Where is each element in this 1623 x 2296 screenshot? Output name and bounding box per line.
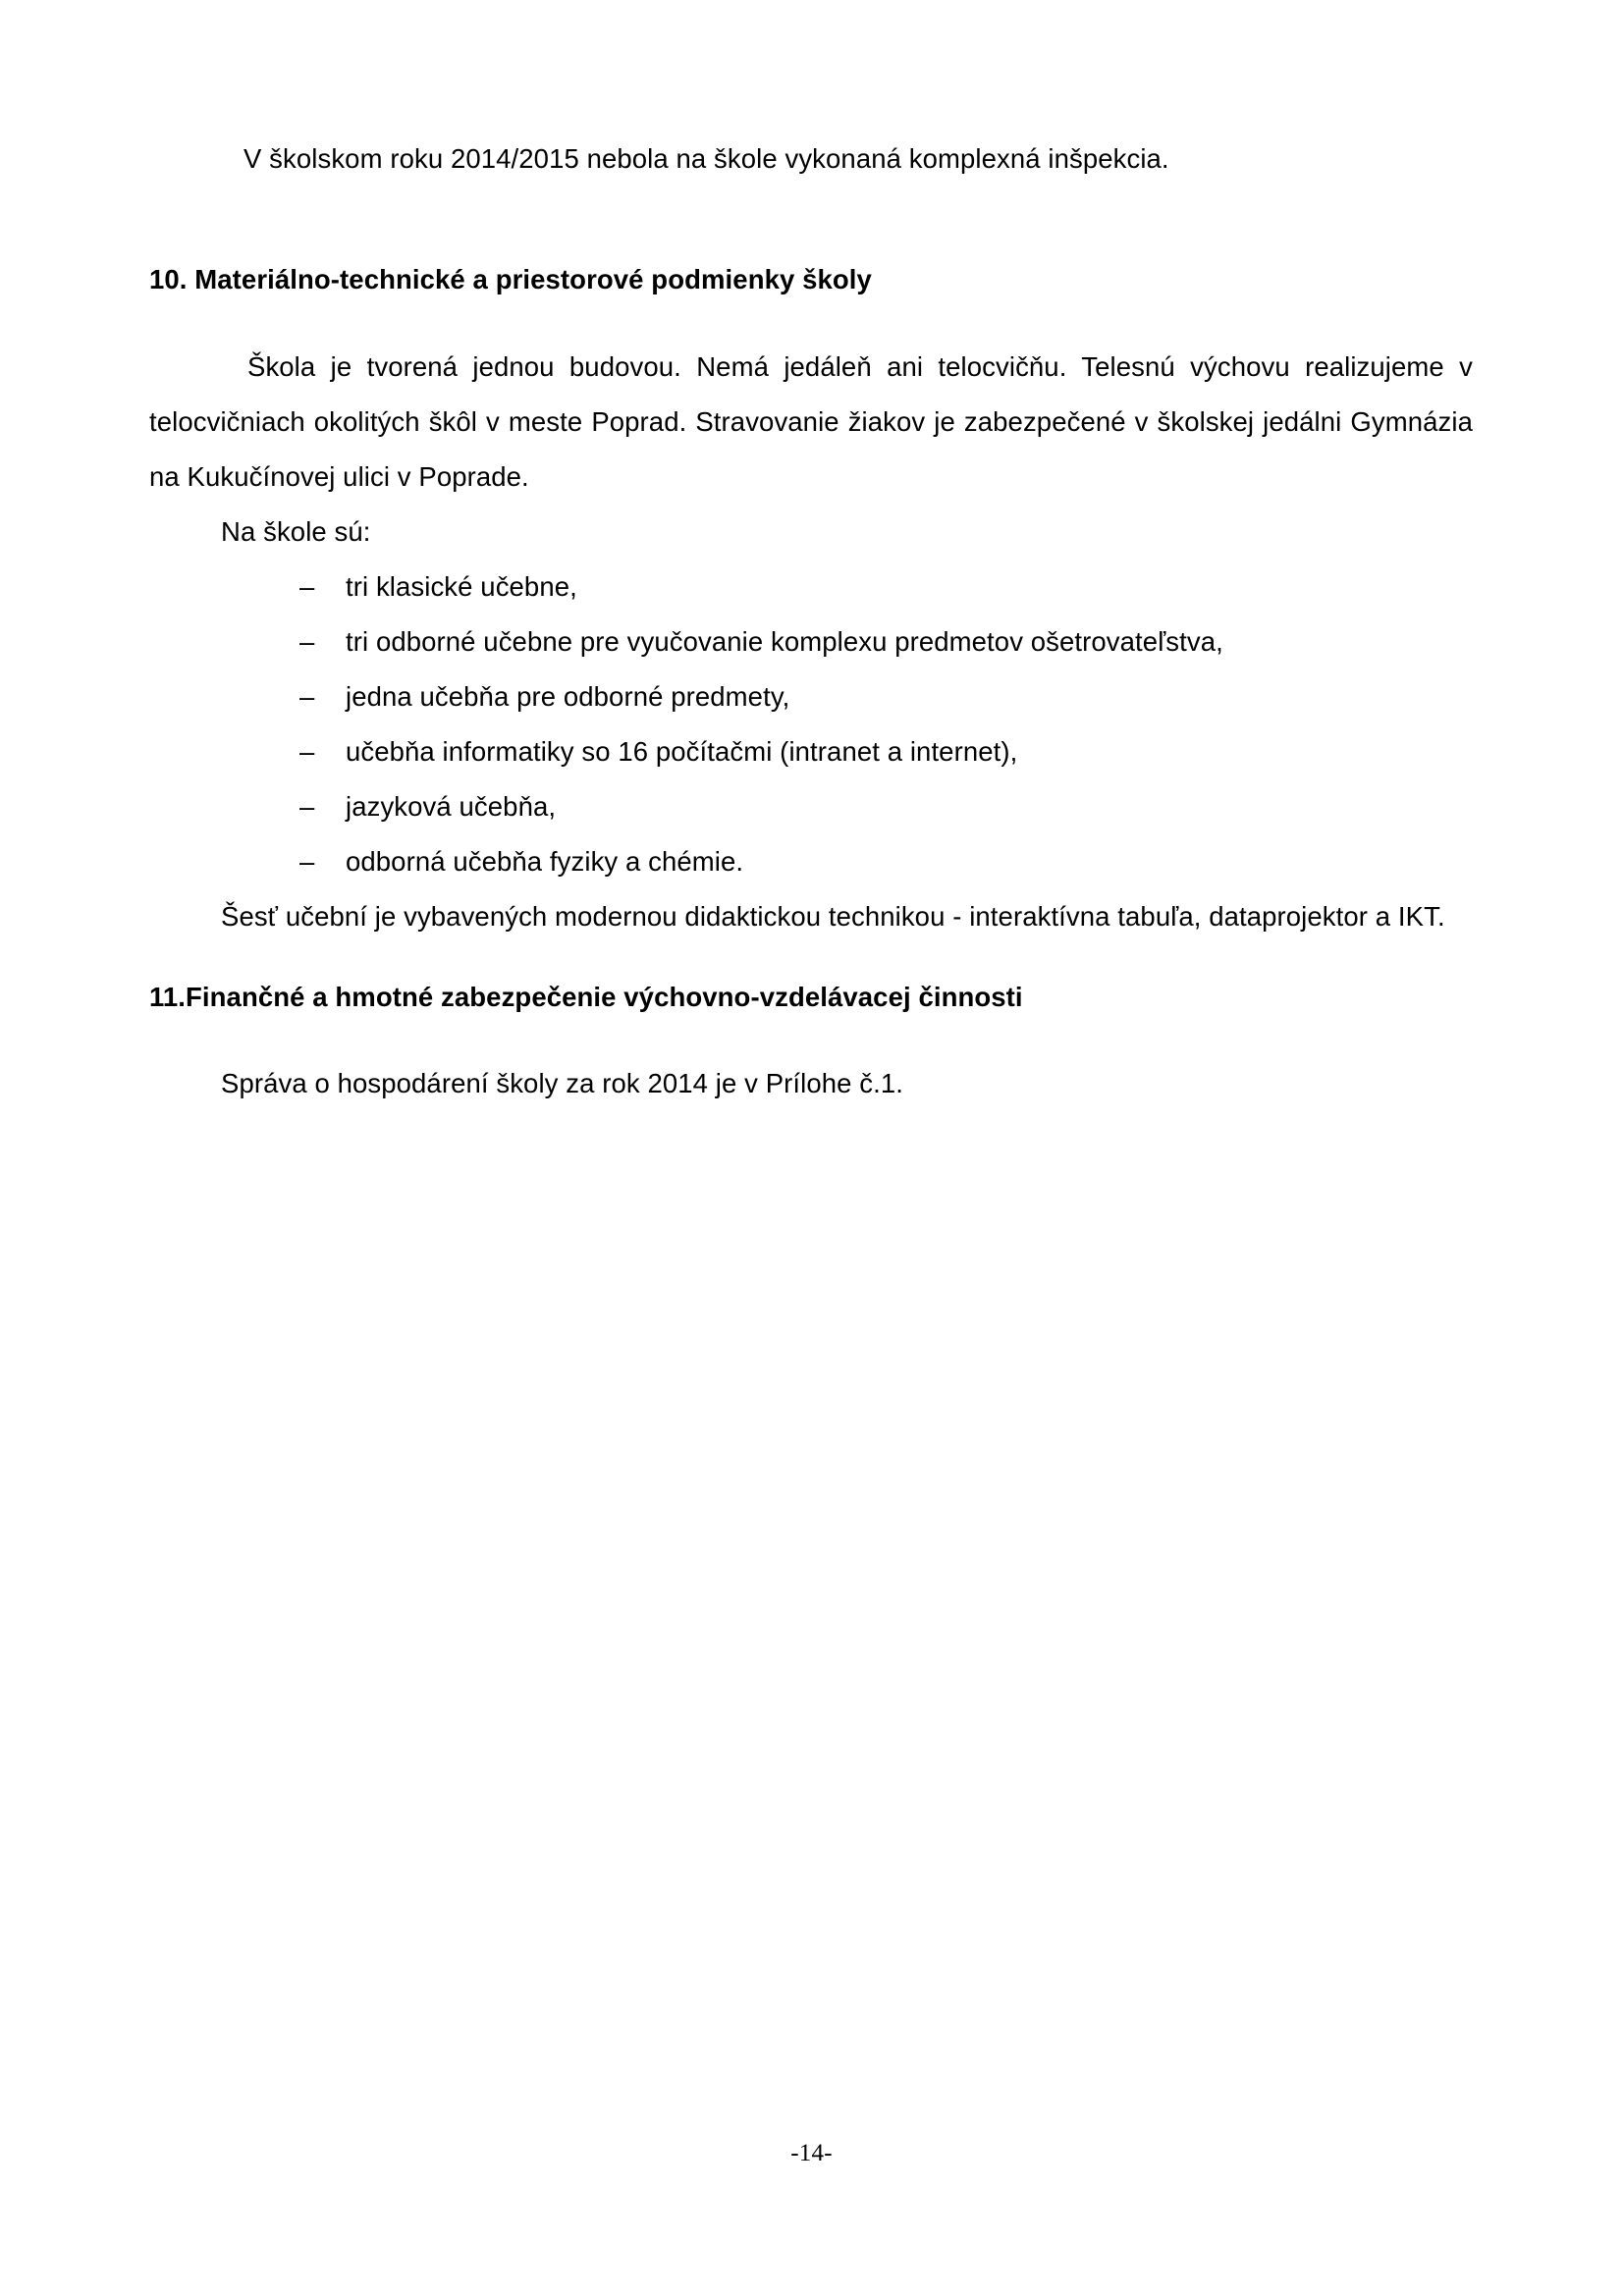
inspection-statement: V školskom roku 2014/2015 nebola na škole vykonaná komplexná inšpekcia. [243, 143, 1169, 174]
dash-bullet-icon: – [299, 571, 315, 602]
list-item-label: tri odborné učebne pre vyučovanie komplexu predmetov ošetrovateľstva, [346, 626, 1223, 657]
list-item [149, 560, 1473, 614]
list-item-label: jazyková učebňa, [346, 791, 557, 822]
list-item-label: jedna učebňa pre odborné predmety, [346, 681, 790, 712]
page-number: -14- [790, 2140, 833, 2166]
section-heading-11-number: 11. [149, 982, 187, 1012]
page-content [149, 0, 1473, 1111]
list-item-label: odborná učebňa fyziky a chémie. [346, 846, 744, 877]
section-heading-10: 10. Materiálno-technické a priestorové podmienky školy [149, 263, 872, 294]
list-item [149, 724, 1473, 779]
list-item [149, 669, 1473, 724]
dash-bullet-icon: – [299, 681, 315, 712]
list-item-label: učebňa informatiky so 16 počítačmi (intranet a internet), [346, 736, 1018, 767]
list-item [149, 779, 1473, 834]
dash-bullet-icon: – [299, 791, 315, 822]
dash-bullet-icon: – [299, 846, 315, 877]
section-heading-11-label: Finančné a hmotné zabezpečenie výchovno-vzdelávacej činnosti [186, 982, 1023, 1012]
list-item [149, 614, 1473, 669]
section-10-paragraph: Škola je tvorená jednou budovou. Nemá jedáleň ani telocvičňu. Telesnú výchovu realizujeme v telocvičniach okolitých škôl v meste Poprad. Stravovanie žiakov je zabezpečené v školskej jedálni Gymnázia na Kukučínovej ulici v Poprade. [149, 351, 1473, 492]
list-intro-text: Na škole sú: [221, 516, 371, 547]
dash-bullet-icon: – [299, 736, 315, 767]
dash-bullet-icon: – [299, 626, 315, 657]
section-10-closing-paragraph: Šesť učební je vybavených modernou didaktickou technikou - interaktívna tabuľa, dataprojektor a IKT. [221, 901, 1445, 932]
section-heading-11 [149, 944, 1473, 1011]
list-item-label: tri klasické učebne, [346, 571, 577, 602]
facilities-list [149, 560, 1473, 889]
section-11-paragraph: Správa o hospodárení školy za rok 2014 je v Prílohe č.1. [221, 1067, 904, 1098]
list-item [149, 834, 1473, 889]
